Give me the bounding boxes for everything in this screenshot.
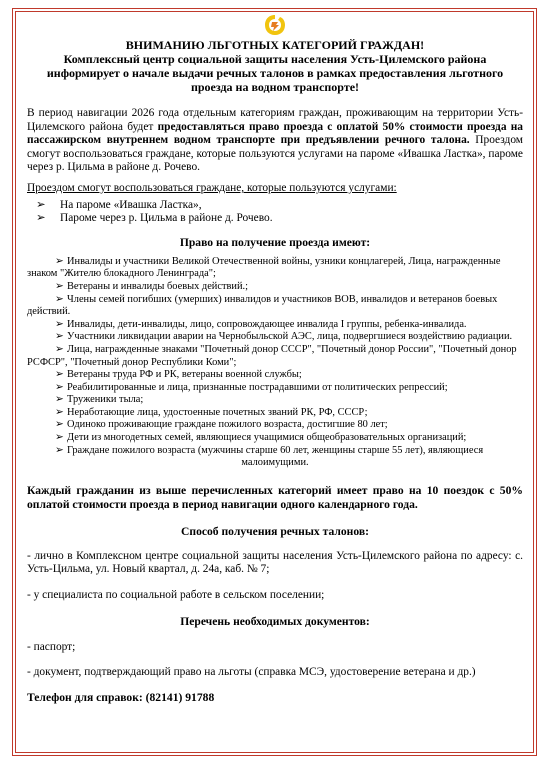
arrow-bullet-icon: ➢ <box>55 280 64 292</box>
arrow-bullet-icon: ➢ <box>55 444 64 456</box>
arrow-bullet-icon: ➢ <box>55 394 64 406</box>
list-item-text: Неработающие лица, удостоенные почетных званий РК, РФ, СССР; <box>67 406 368 418</box>
method-heading: Способ получения речных талонов: <box>181 524 369 538</box>
list-item-text: Труженики тыла; <box>67 394 144 406</box>
rights-item <box>27 382 523 395</box>
rights-item <box>27 331 523 344</box>
documents-heading: Перечень необходимых документов: <box>180 614 370 628</box>
list-item-text: На пароме «Ивашка Ластка», <box>60 198 202 211</box>
rights-item <box>27 319 523 332</box>
arrow-bullet-icon: ➢ <box>55 255 64 267</box>
announcement-header <box>27 38 523 94</box>
services-list <box>27 199 523 226</box>
rights-heading: Право на получение проезда имеют: <box>179 235 371 249</box>
arrow-bullet-icon: ➢ <box>55 432 64 444</box>
list-item-text: Одиноко проживающие граждане пожилого возраста, достигшие 80 лет; <box>67 419 388 431</box>
list-item-text: Пароме через р. Цильма в районе д. Рочево. <box>60 212 273 225</box>
arrow-bullet-icon: ➢ <box>36 212 46 225</box>
list-item-text: Граждане пожилого возраста (мужчины старше 60 лет, женщины старше 55 лет), являющиеся <box>67 444 484 456</box>
method-item-1: - лично в Комплексном центре социальной защиты населения Усть-Цилемского района по адресу: с. Усть-Цильма, ул. Новый квартал, д. 24а, каб. № 7; <box>27 549 523 576</box>
arrow-bullet-icon: ➢ <box>55 318 64 330</box>
arrow-bullet-icon: ➢ <box>55 369 64 381</box>
document-item-1: - паспорт; <box>27 640 76 653</box>
logo-icon <box>263 14 287 36</box>
intro-text-bold: предоставляться право проезда с оплатой 50% стоимости проезда на пассажирском внутреннем водном транспорте при предъявлении речного талона. <box>27 120 523 147</box>
list-item-text: Ветераны и инвалиды боевых действий.; <box>67 280 249 292</box>
rights-list <box>27 256 523 458</box>
list-item-text: Дети из многодетных семей, являющиеся учащимися общеобразовательных организаций; <box>67 432 467 444</box>
arrow-bullet-icon: ➢ <box>36 198 46 211</box>
arrow-bullet-icon: ➢ <box>55 406 64 418</box>
arrow-bullet-icon: ➢ <box>55 419 64 431</box>
arrow-bullet-icon: ➢ <box>55 331 64 343</box>
header-line-3: информирует о начале выдачи речных талонов в рамках предоставления льготного <box>46 66 504 80</box>
rights-item <box>27 344 523 369</box>
rights-last-continuation: малоимущими. <box>241 457 309 469</box>
document-item-2: - документ, подтверждающий право на льготы (справка МСЭ, удостоверение ветерана и др.) <box>27 666 476 679</box>
method-item-2: - у специалиста по социальной работе в сельском поселении; <box>27 589 325 602</box>
rights-item <box>27 432 523 445</box>
arrow-bullet-icon: ➢ <box>55 381 64 393</box>
intro-text-2: Проездом смогут воспользоваться граждане, которые пользуются услугами на пароме «Ивашка Ластка», пароме через р. Цильма в районе д. Рочево. <box>27 134 523 174</box>
rights-item <box>27 281 523 294</box>
trips-paragraph: Каждый гражданин из выше перечисленных категорий имеет право на 10 поездок с 50% оплатой стоимости проезда в период навигации одного календарного года. <box>27 483 523 512</box>
service-item <box>27 212 523 226</box>
list-item-text: Инвалиды и участники Великой Отечественной войны, узники концлагерей, Лица, награжденные знаком "Жителю блокадного Ленинграда"; <box>27 255 501 280</box>
rights-item <box>27 407 523 420</box>
rights-item <box>27 394 523 407</box>
rights-item <box>27 419 523 432</box>
rights-item <box>27 369 523 382</box>
intro-text-1: В период навигации 2026 года отдельным категориям граждан, проживающим на территории Усть-Цилемского района будет <box>27 107 523 133</box>
list-item-text: Члены семей погибших (умерших) инвалидов и участников ВОВ, инвалидов и ветеранов боевых действий. <box>27 293 498 318</box>
header-title: ВНИМАНИЮ ЛЬГОТНЫХ КАТЕГОРИЙ ГРАЖДАН! <box>125 38 425 52</box>
header-line-4: проезда на водном транспорте! <box>190 80 360 94</box>
rights-item <box>27 256 523 281</box>
list-item-text: Ветераны труда РФ и РК, ветераны военной службы; <box>67 369 302 381</box>
intro-paragraph <box>27 107 523 175</box>
services-heading: Проездом смогут воспользоваться граждане, которые пользуются услугами: <box>27 181 397 194</box>
rights-item <box>27 294 523 319</box>
list-item-text: Участники ликвидации аварии на Чернобыльской АЭС, лица, подвергшиеся воздействию радиации. <box>67 331 513 343</box>
phone-line: Телефон для справок: (82141) 91788 <box>27 690 215 704</box>
list-item-text: Инвалиды, дети-инвалиды, лицо, сопровождающее инвалида I группы, ребенка-инвалида. <box>67 318 467 330</box>
arrow-bullet-icon: ➢ <box>55 343 64 355</box>
service-item <box>27 199 523 213</box>
document-content <box>27 14 523 704</box>
list-item-text: Лица, награжденные знаками "Почетный донор СССР", "Почетный донор России", "Почетный донор РСФСР", "Почетный донор Республики Коми"; <box>27 343 517 368</box>
header-line-2: Комплексный центр социальной защиты населения Усть-Цилемского района <box>63 52 487 66</box>
list-item-text: Реабилитированные и лица, признанные пострадавшими от политических репрессий; <box>67 381 448 393</box>
arrow-bullet-icon: ➢ <box>55 293 64 305</box>
rights-item <box>27 445 523 458</box>
